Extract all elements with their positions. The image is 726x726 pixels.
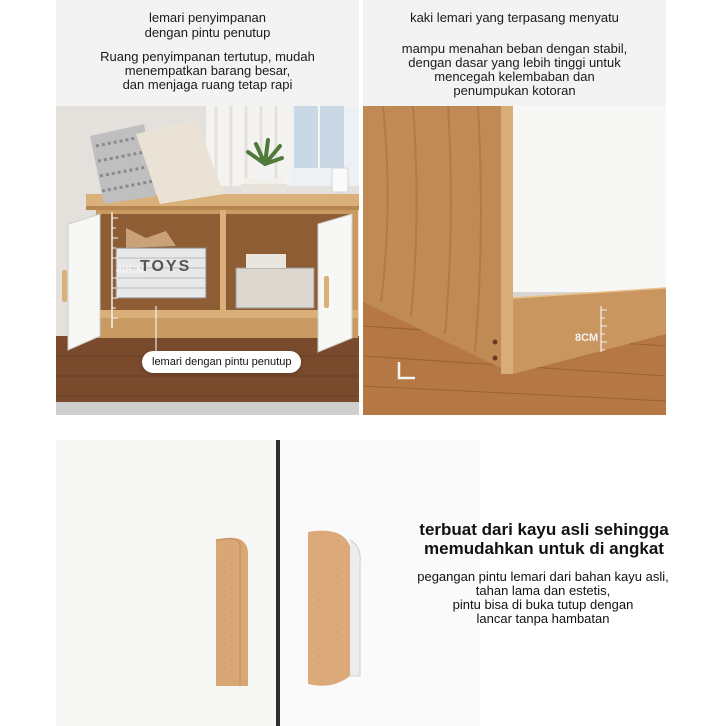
handles-sub-2: tahan lama dan estetis, — [475, 583, 611, 598]
caption-left-body-2: menempatkan barang besar, — [124, 63, 291, 78]
handles-headline-1: terbuat dari kayu asli sehingga — [419, 520, 669, 539]
handles-sub-4: lancar tanpa hambatan — [476, 611, 610, 626]
caption-right-body-2: dengan dasar yang lebih tinggi untuk — [408, 55, 621, 70]
cabinet-photo-left — [56, 106, 359, 415]
caption-left-body-1: Ruang penyimpanan tertutup, mudah — [100, 49, 315, 64]
handles-sub-3: pintu bisa di buka tutup dengan — [452, 597, 634, 612]
caption-right-body-3: mencegah kelembaban dan — [434, 69, 595, 84]
handles-headline-2: memudahkan untuk di angkat — [424, 539, 664, 558]
caption-right-title: kaki lemari yang terpasang menyatu — [410, 10, 619, 25]
caption-right-body-1: mampu menahan beban dengan stabil, — [401, 41, 628, 56]
caption-left-title-1: lemari penyimpanan — [148, 10, 267, 25]
basket-toys-text: TOYS — [140, 258, 192, 275]
handles-sub-1: pegangan pintu lemari dari bahan kayu asli, — [417, 569, 669, 584]
caption-right-body-4: penumpukan kotoran — [453, 83, 576, 98]
height-40cm-label: 40CM — [116, 264, 146, 276]
caption-right-panel — [363, 0, 666, 106]
cabinet-doors-label-pill: lemari dengan pintu penutup — [142, 351, 301, 373]
caption-left-panel — [56, 0, 359, 106]
cabinet-base-photo — [363, 106, 666, 415]
caption-left-body-3: dan menjaga ruang tetap rapi — [122, 77, 293, 92]
caption-left-title-2: dengan pintu penutup — [144, 25, 271, 40]
base-8cm-label: 8CM — [575, 332, 599, 344]
base-illustration — [363, 106, 666, 415]
